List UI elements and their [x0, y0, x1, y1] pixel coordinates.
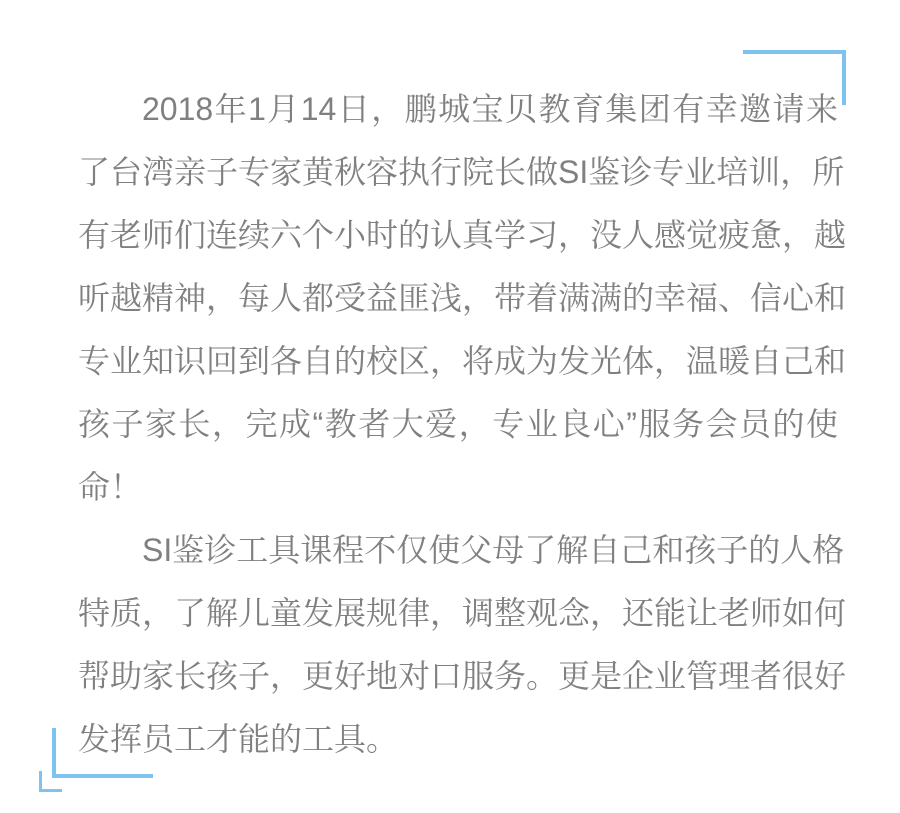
text-line: 命！ [78, 469, 143, 505]
text-line: 孩子家长，完成“教者大爱，专业良心”服务会员的使 [78, 406, 838, 442]
text-line: 特质，了解儿童发展规律，调整观念，还能让老师如何 [78, 595, 847, 631]
text-line: 听越精神，每人都受益匪浅，带着满满的幸福、信心和 [78, 280, 847, 316]
paragraph-1 [78, 78, 847, 519]
article-body [78, 78, 847, 771]
corner-bracket-bottom-left-small-icon [39, 771, 62, 792]
text-line: 2018年1月14日，鹏城宝贝教育集团有幸邀请来 [142, 91, 838, 127]
text-line: 帮助家长孩子，更好地对口服务。更是企业管理者很好 [78, 658, 847, 694]
paragraph-2 [78, 519, 847, 771]
text-line: 专业知识回到各自的校区，将成为发光体，温暖自己和 [78, 343, 847, 379]
text-line: SI鉴诊工具课程不仅使父母了解自己和孩子的人格 [142, 532, 845, 568]
text-line: 发挥员工才能的工具。 [78, 721, 399, 757]
text-line: 了台湾亲子专家黄秋容执行院长做SI鉴诊专业培训，所 [78, 154, 845, 190]
text-line: 有老师们连续六个小时的认真学习，没人感觉疲惫，越 [78, 217, 847, 253]
